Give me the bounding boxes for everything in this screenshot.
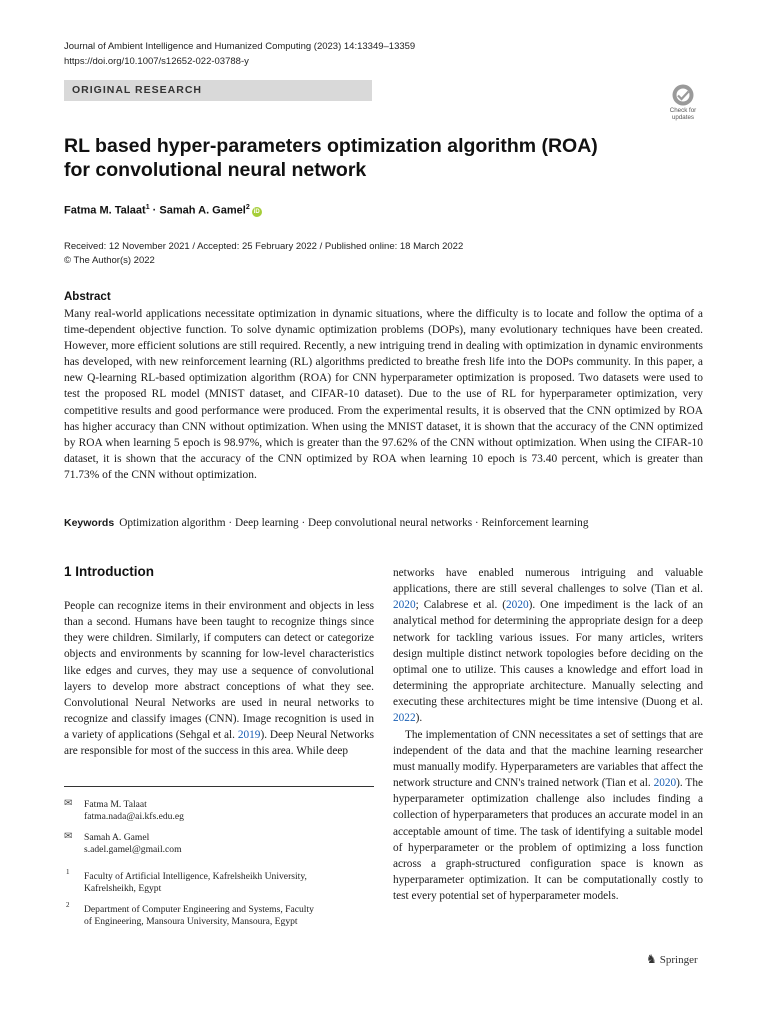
author-separator: · [149,204,160,217]
citation-link[interactable]: Sehgal et al. 2019 [179,729,261,742]
copyright-notice: © The Author(s) 2022 [64,255,155,266]
envelope-icon: ✉ [64,798,73,809]
paragraph: networks have enabled numerous intriguing and valuable applications, there are still several challenges to solve (Tian et al. 2020; Calabrese et al. (2020). One impediment is the lack of an analytical method for determining the appropriate design for a deep network for tackling various issues. For many articles, writers design multiple distinct network topologies before deciding on the optimal one to utilize. This causes a knowledge and effort load in determining the appropriate architecture. Manually selecting and executing these architectures might be time intensive (Duong et al. 2022). [393,567,703,725]
affiliation-marker: 1 [145,204,150,211]
keywords-label: Keywords [64,517,115,529]
affiliation-1: Faculty of Artificial Intelligence, Kafrelsheikh University, Kafrelsheikh, Egypt [84,871,307,895]
doi-link[interactable]: https://doi.org/10.1007/s12652-022-03788-y [64,56,249,67]
envelope-icon: ✉ [64,831,73,842]
email-link[interactable]: s.adel.gamel@gmail.com [84,844,182,856]
publisher-name: Springer [659,954,698,966]
affiliation-marker: 2 [245,204,250,211]
journal-citation: Journal of Ambient Intelligence and Humanized Computing (2023) 14:13349–13359 [64,41,416,52]
section-banner [64,80,372,101]
keywords-text: Optimization algorithm · Deep learning · Deep convolutional neural networks · Reinforcement learning [119,517,589,529]
check-for-updates-text: Check for updates [669,107,697,121]
affiliation-number: 1 [66,868,70,876]
section-heading-introduction: 1 Introduction [64,564,154,579]
check-for-updates-icon [662,83,704,107]
abstract-body: Many real-world applications necessitate optimization in dynamic situations, where the difficulty is to locate and follow the optima of a time-dependent objective function. To solve dynamic optimization problems (DOPs), many evolutionary techniques have been created. However, more efficient solutions are still required. Recently, a new intriguing trend in dealing with optimization in dynamic environments has developed, with new reinforcement learning (RL) algorithms predicted to breathe fresh life into the DOPs community. In this paper, a new Q-learning RL-based optimization algorithm (ROA) for CNN hyperparameter optimization is proposed. Two datasets were used to test the proposed RL model (MNIST dataset, and CIFAR-10 dataset). Due to the use of RL for hyperparameter optimization, very competitive results and good performance were produced. From the experimental results, it is observed that the CNN optimized by ROA has higher accuracy than CNN without optimization. When using the MNIST dataset, it is shown that the accuracy of the CNN optimized by ROA when learning 5 epoch is 98.97%, which is greater than the 97.62% of the CNN without optimization. When using the CIFAR-10 dataset, it is shown that the accuracy of the CNN optimized by ROA when learning 10 epoch is 73.40 percent, which is greater than 71.73% of the CNN without optimization. [64,308,703,481]
corresponding-author-1: Fatma M. Talaat fatma.nada@ai.kfs.edu.eg [84,799,184,823]
corresponding-author-2: Samah A. Gamel s.adel.gamel@gmail.com [84,832,182,856]
abstract-heading: Abstract [64,291,111,303]
title-line-1: RL based hyper-parameters optimization algorithm (ROA) [64,135,598,157]
publication-dates: Received: 12 November 2021 / Accepted: 25 February 2022 / Published online: 18 March 2022 [64,241,464,252]
right-column-text [393,565,703,904]
springer-horse-icon: ♞ [646,952,657,966]
publisher-logo [646,952,698,967]
affiliation-number: 2 [66,901,70,909]
citation-link[interactable]: 2020 [653,777,677,790]
keywords-line [64,517,704,529]
author-name[interactable]: Samah A. Gamel [159,204,246,217]
section-label: ORIGINAL RESEARCH [72,84,202,96]
footnote-divider [64,786,374,787]
orcid-icon[interactable]: iD [253,208,260,215]
author-list [64,204,262,217]
citation-link[interactable]: 2020 [393,599,416,612]
email-link[interactable]: fatma.nada@ai.kfs.edu.eg [84,811,184,823]
paragraph: The implementation of CNN necessitates a set of settings that are independent of the data and that the machine learning researcher must manually modify. Hyperparameters are variables that affect the network structure and CNN's trained network (Tian et al. 2020). The hyperparameter optimization challenge also includes finding a collection of hyperparameters that produces an accurate model in an acceptable amount of time. The task of identifying a suitable model of hyperparameter or the problem of optimizing a loss function across a graph-structured configuration space is known as hyperparameter optimization. It can be computationally costly to test every potential set of hyperparameter models. [393,728,703,903]
author-name[interactable]: Fatma M. Talaat [64,204,146,217]
check-for-updates-badge[interactable] [662,83,704,125]
paragraph-text: ). Deep Neural Networks are responsible for most of the success in this area. While deep [64,729,375,758]
citation-link[interactable]: 2022 [393,712,416,725]
affiliation-2: Department of Computer Engineering and Systems, Faculty of Engineering, Mansoura University, Mansoura, Egypt [84,904,314,928]
left-column-text [64,598,374,760]
paragraph-text: People can recognize items in their environment and objects in less than a second. Humans have been taught to recognize things since they were children. Similarly, if computers can detect or categorize objects and environments by scanning for low-level characteristics like edges and curves, they may use a sequence of convolutional layers to develop more abstract conceptions of what they see. Convolutional Neural Networks are used in neural networks to recognize and classify images (CNN). Image recognition is used in a variety of applications ( [64,600,374,742]
paper-title [64,134,664,182]
citation-link[interactable]: 2020 [506,599,529,612]
title-line-2: for convolutional neural network [64,159,367,181]
